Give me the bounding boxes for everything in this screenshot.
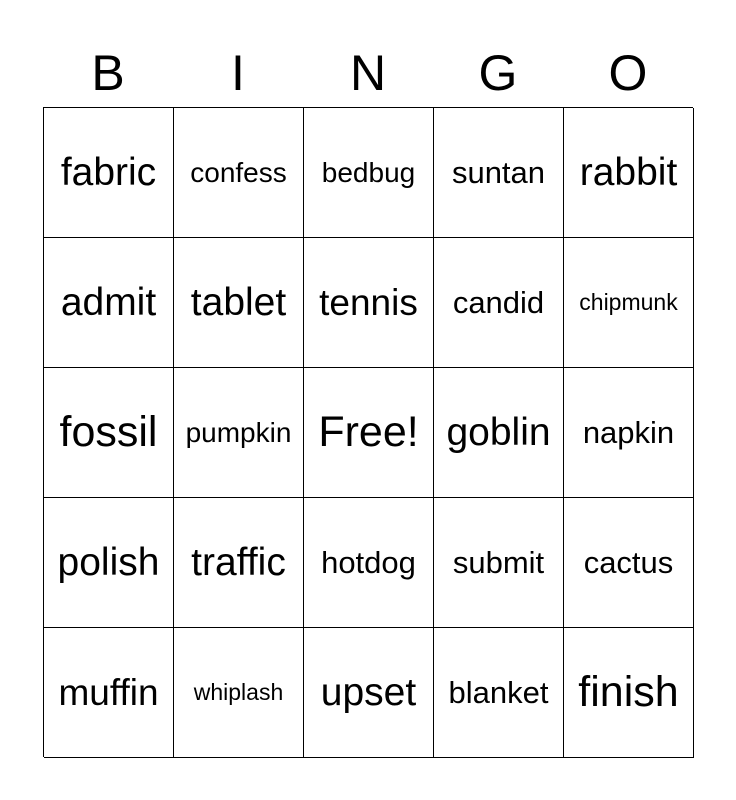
bingo-cell: admit	[44, 238, 174, 368]
bingo-cell: candid	[434, 238, 564, 368]
bingo-cell: muffin	[44, 628, 174, 758]
bingo-cell: fossil	[44, 368, 174, 498]
bingo-cell: chipmunk	[564, 238, 694, 368]
header-letter-n: N	[349, 45, 387, 101]
bingo-cell: tablet	[174, 238, 304, 368]
bingo-cell: finish	[564, 628, 694, 758]
header-letter-b: B	[91, 45, 125, 101]
bingo-cell: blanket	[434, 628, 564, 758]
bingo-header	[43, 40, 693, 106]
bingo-cell: rabbit	[564, 108, 694, 238]
bingo-cell: suntan	[434, 108, 564, 238]
bingo-cell: fabric	[44, 108, 174, 238]
free-space-cell: Free!	[304, 368, 434, 498]
header-letter-i: I	[231, 45, 245, 101]
bingo-cell: napkin	[564, 368, 694, 498]
header-letter-g: G	[478, 45, 518, 101]
bingo-cell: cactus	[564, 498, 694, 628]
bingo-cell: pumpkin	[174, 368, 304, 498]
bingo-cell: bedbug	[304, 108, 434, 238]
bingo-cell: whiplash	[174, 628, 304, 758]
bingo-cell: tennis	[304, 238, 434, 368]
bingo-cell: upset	[304, 628, 434, 758]
bingo-board	[43, 107, 693, 757]
bingo-cell: traffic	[174, 498, 304, 628]
bingo-cell: goblin	[434, 368, 564, 498]
bingo-cell: hotdog	[304, 498, 434, 628]
header-letter-o: O	[608, 45, 648, 101]
bingo-cell: polish	[44, 498, 174, 628]
bingo-cell: submit	[434, 498, 564, 628]
bingo-cell: confess	[174, 108, 304, 238]
